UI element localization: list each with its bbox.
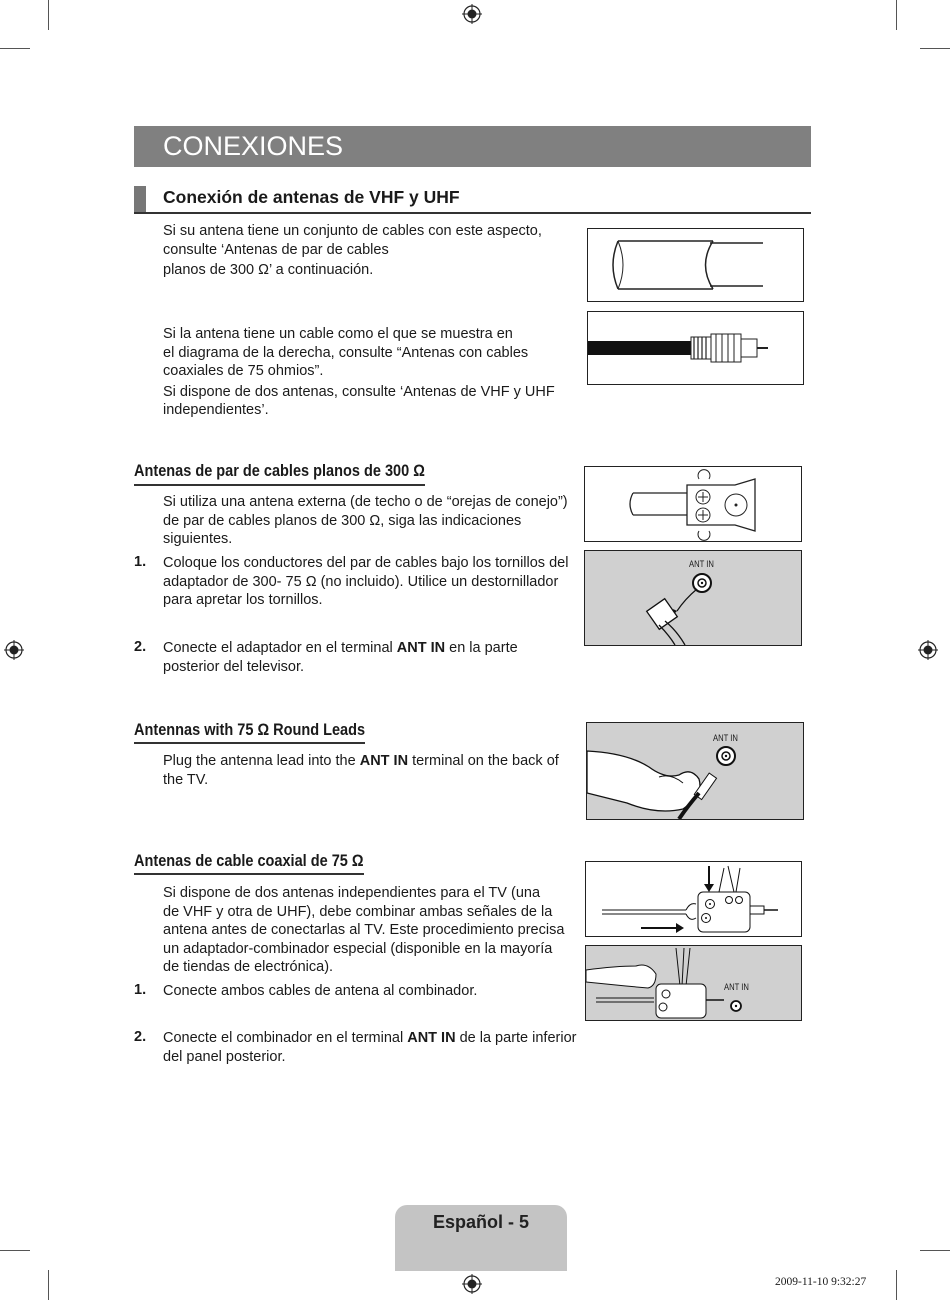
registration-mark-icon bbox=[462, 1274, 482, 1294]
ant-in-jack-icon bbox=[585, 551, 801, 645]
registration-mark-icon bbox=[4, 640, 24, 660]
combiner-plug-icon bbox=[586, 946, 801, 1020]
crop-mark bbox=[896, 1270, 897, 1300]
page-number: Español - 5 bbox=[432, 1212, 530, 1232]
ant-in-adapter-illustration bbox=[584, 550, 802, 646]
section-title-75-ohm-round: Antennas with 75 Ω Round Leads bbox=[134, 721, 366, 739]
ant-in-label: ANT IN bbox=[724, 982, 749, 992]
section-rule bbox=[134, 742, 365, 744]
print-timestamp: 2009-11-10 9:32:27 bbox=[775, 1276, 867, 1288]
section-title: Conexión de antenas de VHF y UHF bbox=[163, 187, 460, 207]
round-lead-illustration bbox=[586, 722, 804, 820]
crop-mark bbox=[48, 1270, 49, 1300]
crop-mark bbox=[0, 1250, 30, 1251]
instructions-coax: Si dispone de dos antenas independientes para el TV (una de VHF y otra de UHF), debe combinar ambas señales de la antena antes de conectarlas al TV. Este procedimiento precisa un adaptador-combinador especial (disponible en la mayoría de tiendas de electrónica). bbox=[163, 885, 565, 975]
section-marker bbox=[134, 186, 146, 213]
section-title-300-ohm: Antenas de par de cables planos de 300 Ω bbox=[134, 462, 425, 480]
twin-lead-illustration bbox=[587, 228, 804, 302]
instructions-75-ohm-round: Plug the antenna lead into the ANT IN terminal on the back of the TV. bbox=[163, 753, 559, 788]
intro-paragraph-1: Si su antena tiene un conjunto de cables con este aspecto, consulte ‘Antenas de par de cables planos de 300 Ω’ a continuación. bbox=[163, 223, 542, 278]
crop-mark bbox=[920, 1250, 950, 1251]
crop-mark bbox=[0, 48, 30, 49]
balun-adapter-icon bbox=[585, 467, 801, 541]
step-1-text: Coloque los conductores del par de cables bajo los tornillos del adaptador de 300- 75 Ω (no incluido). Utilice un destornillador para apretar los tornillos. bbox=[163, 555, 569, 608]
section-rule bbox=[134, 212, 811, 214]
registration-mark-icon bbox=[918, 640, 938, 660]
step-2-text: Conecte el adaptador en el terminal ANT IN en la parte posterior del televisor. bbox=[163, 640, 518, 675]
registration-mark-icon bbox=[462, 4, 482, 24]
page-title: CONEXIONES bbox=[163, 131, 344, 161]
crop-mark bbox=[896, 0, 897, 30]
step-1-text: Conecte ambos cables de antena al combinador. bbox=[163, 983, 478, 999]
step-number: 2. bbox=[134, 639, 147, 655]
section-rule bbox=[134, 484, 425, 486]
instructions-300-ohm: Si utiliza una antena externa (de techo o de “orejas de conejo”) de par de cables planos de 300 Ω, siga las indicaciones siguientes. bbox=[163, 494, 568, 547]
twin-lead-icon bbox=[588, 229, 803, 301]
crop-mark bbox=[920, 48, 950, 49]
section-title-coax: Antenas de cable coaxial de 75 Ω bbox=[134, 852, 364, 870]
crop-mark bbox=[48, 0, 49, 30]
combiner-icon bbox=[586, 862, 801, 936]
step-number: 1. bbox=[134, 554, 147, 570]
combiner-ant-in-illustration bbox=[585, 945, 802, 1021]
adapter-illustration bbox=[584, 466, 802, 542]
ant-in-label: ANT IN bbox=[713, 733, 738, 743]
coax-cable-illustration bbox=[587, 311, 804, 385]
section-rule bbox=[134, 873, 364, 875]
coax-plug-icon bbox=[588, 312, 803, 384]
step-number: 1. bbox=[134, 982, 147, 998]
step-number: 2. bbox=[134, 1029, 147, 1045]
combiner-illustration bbox=[585, 861, 802, 937]
hand-plugging-cable-icon bbox=[587, 723, 803, 819]
step-2-text: Conecte el combinador en el terminal ANT IN de la parte inferior del panel posterior. bbox=[163, 1030, 577, 1065]
ant-in-label: ANT IN bbox=[689, 559, 714, 569]
intro-paragraph-2: Si la antena tiene un cable como el que se muestra en el diagrama de la derecha, consulte “Antenas con cables coaxiales de 75 ohmios”. Si dispone de dos antenas, consulte ‘Antenas de VHF y UHF independientes’. bbox=[163, 326, 555, 418]
